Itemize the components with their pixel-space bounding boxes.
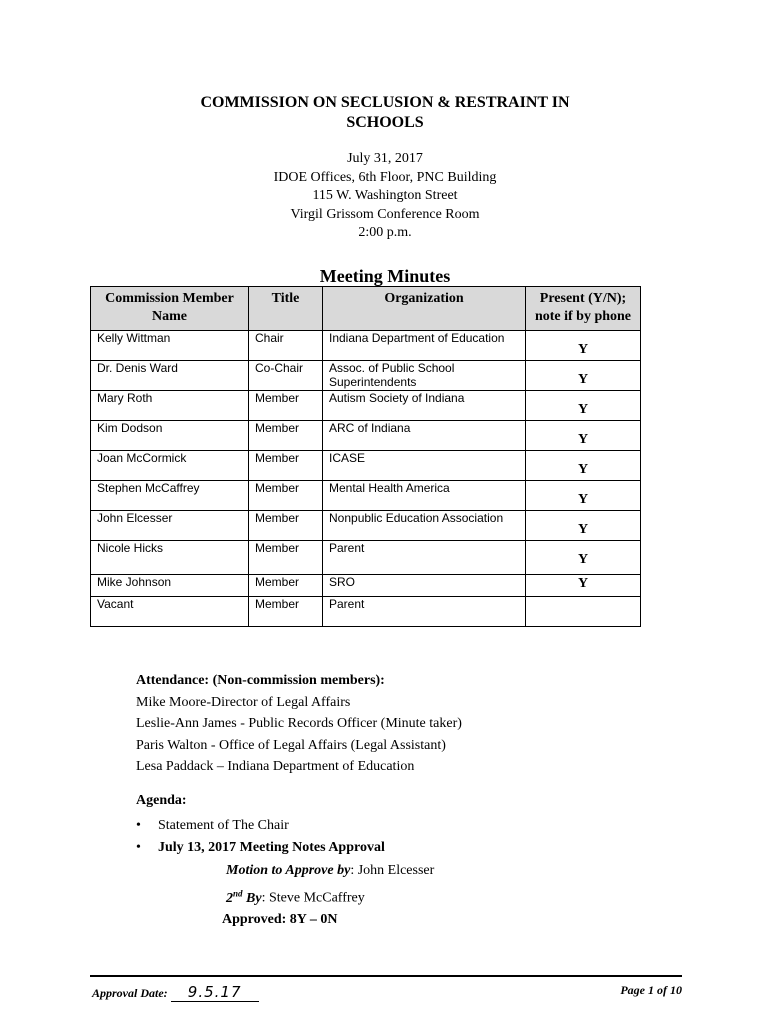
member-name: Kelly Wittman [91, 331, 249, 361]
member-name: Kim Dodson [91, 421, 249, 451]
members-table [90, 286, 641, 627]
document-title [0, 93, 770, 133]
member-present [526, 597, 641, 627]
member-org: Assoc. of Public School Superintendents [323, 361, 526, 391]
member-title: Member [249, 421, 323, 451]
motion-value: : John Elcesser [350, 863, 435, 878]
member-org: Nonpublic Education Association [323, 511, 526, 541]
bullet-icon: • [136, 818, 141, 833]
member-org: Autism Society of Indiana [323, 391, 526, 421]
bullet-icon: • [136, 840, 141, 855]
agenda-heading: Agenda: [136, 793, 187, 808]
member-org: Parent [323, 541, 526, 575]
page-number: Page 1 of 10 [620, 983, 682, 997]
motion-line [226, 860, 434, 882]
motion-label: Motion to Approve by [226, 863, 351, 878]
member-present: Y [526, 451, 641, 481]
agenda-list [136, 815, 385, 859]
member-title: Chair [249, 331, 323, 361]
table-header-row [91, 287, 641, 331]
table-row [91, 451, 641, 481]
member-name: Stephen McCaffrey [91, 481, 249, 511]
table-row [91, 391, 641, 421]
title-line-1: COMMISSION ON SECLUSION & RESTRAINT IN [200, 94, 570, 111]
table-row [91, 331, 641, 361]
member-present: Y [526, 511, 641, 541]
table-row [91, 361, 641, 391]
member-name: John Elcesser [91, 511, 249, 541]
agenda-item: • July 13, 2017 Meeting Notes Approval [136, 837, 385, 859]
second-line [226, 882, 434, 910]
member-org: Parent [323, 597, 526, 627]
meeting-location-1: IDOE Offices, 6th Floor, PNC Building [273, 169, 497, 185]
agenda-item: • Statement of The Chair [136, 815, 385, 837]
attendee: Paris Walton - Office of Legal Affairs (Legal Assistant) [136, 737, 446, 753]
member-present: Y [526, 575, 641, 597]
attendee: Lesa Paddack – Indiana Department of Education [136, 759, 415, 774]
meeting-time: 2:00 p.m. [358, 225, 412, 240]
member-org: ICASE [323, 451, 526, 481]
table-row [91, 541, 641, 575]
approval-date [92, 983, 259, 1002]
member-present: Y [526, 421, 641, 451]
member-present: Y [526, 541, 641, 575]
footer-divider [90, 975, 682, 977]
second-value: : Steve McCaffrey [261, 890, 365, 906]
approval-result: Approved: 8Y – 0N [222, 912, 338, 927]
attendance-heading: Attendance: (Non-commission members): [136, 673, 385, 688]
member-org: ARC of Indiana [323, 421, 526, 451]
member-name: Dr. Denis Ward [91, 361, 249, 391]
member-org: Indiana Department of Education [323, 331, 526, 361]
member-present: Y [526, 391, 641, 421]
member-name: Mary Roth [91, 391, 249, 421]
table-row [91, 421, 641, 451]
member-present: Y [526, 361, 641, 391]
attendance-section [136, 670, 462, 778]
table-row [91, 481, 641, 511]
member-title: Member [249, 575, 323, 597]
title-line-2: SCHOOLS [346, 114, 424, 131]
table-row [91, 575, 641, 597]
header-title: Title [249, 287, 323, 331]
second-label: 2nd By [226, 888, 262, 906]
attendee: Leslie-Ann James - Public Records Officer (Minute taker) [136, 716, 462, 731]
table-row [91, 511, 641, 541]
member-present: Y [526, 331, 641, 361]
attendee: Mike Moore-Director of Legal Affairs [136, 694, 351, 710]
member-title: Member [249, 451, 323, 481]
member-name: Nicole Hicks [91, 541, 249, 575]
header-organization: Organization [323, 287, 526, 331]
meeting-date: July 31, 2017 [347, 151, 423, 166]
member-present: Y [526, 481, 641, 511]
member-title: Member [249, 597, 323, 627]
member-name: Mike Johnson [91, 575, 249, 597]
section-title: Meeting Minutes [319, 266, 451, 286]
motion-block [226, 860, 434, 910]
approval-date-label: Approval Date: [92, 986, 171, 1000]
member-title: Member [249, 511, 323, 541]
member-org: SRO [323, 575, 526, 597]
member-name: Vacant [91, 597, 249, 627]
meeting-location-2: 115 W. Washington Street [312, 188, 458, 203]
header-present: Present (Y/N); note if by phone [526, 287, 641, 331]
approval-date-value: 9.5.17 [171, 983, 259, 1002]
member-title: Member [249, 481, 323, 511]
member-org: Mental Health America [323, 481, 526, 511]
meeting-location-3: Virgil Grissom Conference Room [290, 206, 480, 222]
header-member-name: Commission Member Name [91, 287, 249, 331]
member-title: Member [249, 541, 323, 575]
table-row [91, 597, 641, 627]
member-title: Member [249, 391, 323, 421]
meeting-info [0, 150, 770, 243]
member-name: Joan McCormick [91, 451, 249, 481]
member-title: Co-Chair [249, 361, 323, 391]
